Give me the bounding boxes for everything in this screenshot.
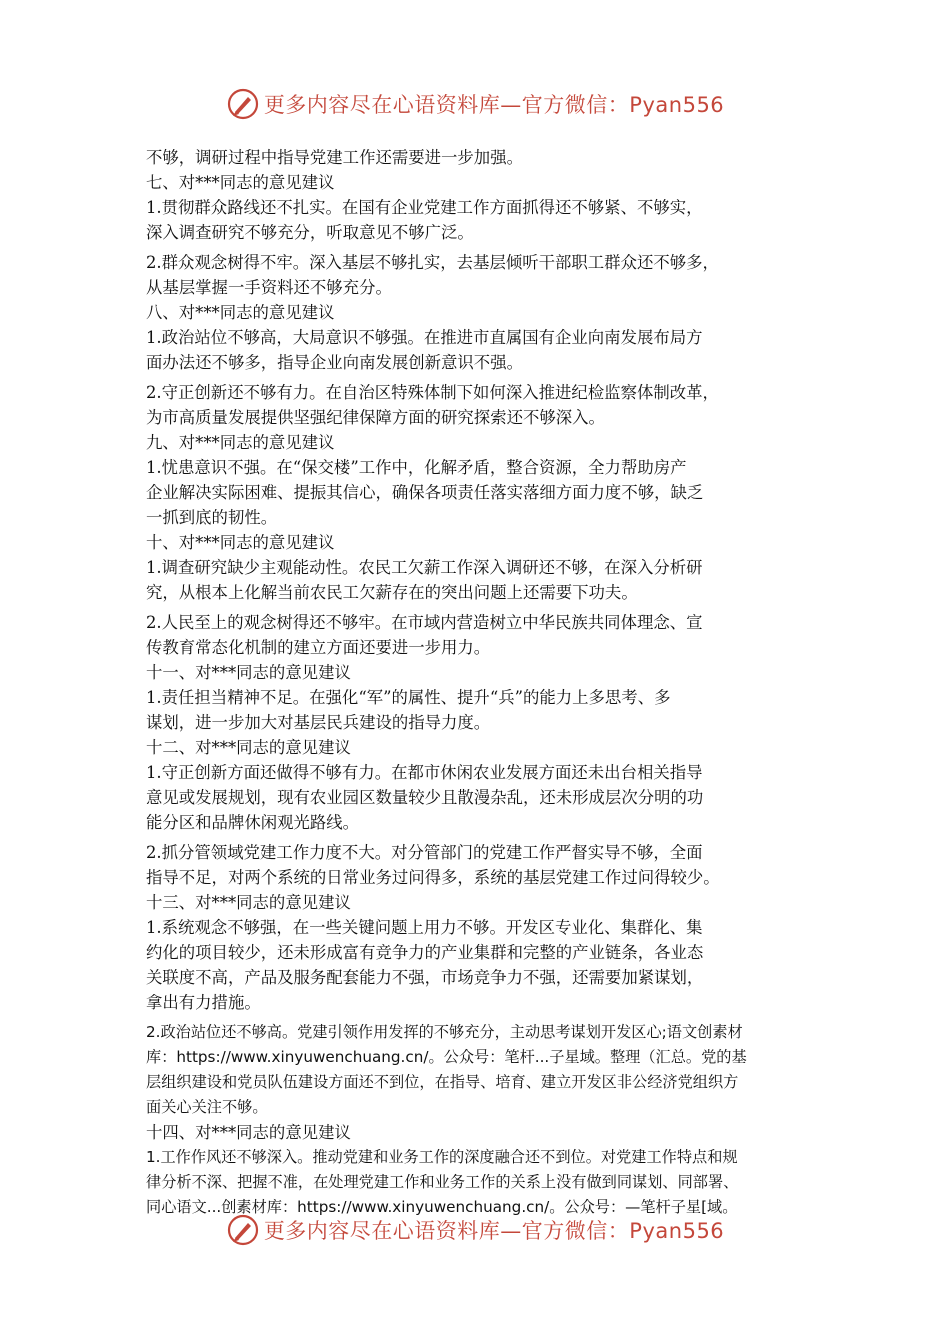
text-line: 1.忧患意识不强。在“保交楼”工作中，化解矛盾，整合资源，全力帮助房产 xyxy=(146,458,687,477)
text-line: 2.抓分管领域党建工作力度不大。对分管部门的党建工作严督实导不够，全面 xyxy=(146,843,703,862)
text-line: 深入调查研究不够充分，听取意见不够广泛。 xyxy=(146,223,474,242)
text-line: 指导不足，对两个系统的日常业务过问得多，系统的基层党建工作过问得较少。 xyxy=(146,868,720,887)
text-line: 拿出有力措施。 xyxy=(146,993,261,1012)
document-body xyxy=(146,145,814,1220)
text-line: 传教育常态化机制的建立方面还要进一步用力。 xyxy=(146,638,491,657)
text-line: 1.调查研究缺少主观能动性。农民工欠薪工作深入调研还不够，在深入分析研 xyxy=(146,558,703,577)
text-line: 约化的项目较少，还未形成富有竞争力的产业集群和完整的产业链条，各业态 xyxy=(146,943,704,962)
banner-text: 更多内容尽在心语资料库—官方微信：Pyan556 xyxy=(263,93,725,117)
text-line: 层组织建设和党员队伍建设方面还不到位，在指导、培育、建立开发区非公经济党组织方 xyxy=(146,1073,739,1091)
text-line: 关联度不高，产品及服务配套能力不强，市场竞争力不强，还需要加紧谋划， xyxy=(146,968,704,987)
text-line: 不够，调研过程中指导党建工作还需要进一步加强。 xyxy=(146,148,523,167)
text-line: 面办法还不够多，指导企业向南发展创新意识不强。 xyxy=(146,353,523,372)
text-line: 意见或发展规划，现有农业园区数量较少且散漫杂乱，还未形成层次分明的功 xyxy=(146,788,704,807)
text-line: 2.群众观念树得不牢。深入基层不够扎实，去基层倾听干部职工群众还不够多， xyxy=(146,253,719,272)
section-heading: 十四、对***同志的意见建议 xyxy=(146,1123,351,1142)
section-heading: 九、对***同志的意见建议 xyxy=(146,433,335,452)
text-line: 1.守正创新方面还做得不够有力。在都市休闲农业发展方面还未出台相关指导 xyxy=(146,763,703,782)
text-line: 律分析不深、把握不准，在处理党建工作和业务工作的关系上没有做到同谋划、同部署、 xyxy=(146,1173,739,1191)
text-line: 库：https://www.xinyuwenchuang.cn/。公众号：笔杆...子星域。整理（汇总。党的基 xyxy=(146,1048,747,1066)
text-line: 1.系统观念不够强，在一些关键问题上用力不够。开发区专业化、集群化、集 xyxy=(146,918,703,937)
text-line: 1.政治站位不够高，大局意识不够强。在推进市直属国有企业向南发展布局方 xyxy=(146,328,703,347)
pen-logo-icon xyxy=(226,87,260,121)
text-line: 1.贯彻群众路线还不扎实。在国有企业党建工作方面抓得还不够紧、不够实， xyxy=(146,198,703,217)
pen-logo-icon xyxy=(226,1213,260,1247)
text-line: 2.守正创新还不够有力。在自治区特殊体制下如何深入推进纪检监察体制改革， xyxy=(146,383,719,402)
section-heading: 八、对***同志的意见建议 xyxy=(146,303,335,322)
text-line: 企业解决实际困难、提振其信心，确保各项责任落实落细方面力度不够，缺乏 xyxy=(146,483,704,502)
section-heading: 十三、对***同志的意见建议 xyxy=(146,893,351,912)
section-heading: 十二、对***同志的意见建议 xyxy=(146,738,351,757)
text-line: 一抓到底的韧性。 xyxy=(146,508,278,527)
text-line: 为市高质量发展提供坚强纪律保障方面的研究探索还不够深入。 xyxy=(146,408,605,427)
text-line: 同心语文...创素材库：https://www.xinyuwenchuang.cn/。公众号：—笔杆子星[域。 xyxy=(146,1198,738,1216)
text-line: 面关心关注不够。 xyxy=(146,1098,268,1116)
text-line: 究，从根本上化解当前农民工欠薪存在的突出问题上还需要下功夫。 xyxy=(146,583,638,602)
header-banner xyxy=(0,82,950,126)
text-line: 2.政治站位还不够高。党建引领作用发挥的不够充分，主动思考谋划开发区心;语文创素材 xyxy=(146,1023,743,1041)
section-heading: 十一、对***同志的意见建议 xyxy=(146,663,351,682)
text-line: 能分区和品牌休闲观光路线。 xyxy=(146,813,360,832)
text-line: 2.人民至上的观念树得还不够牢。在市域内营造树立中华民族共同体理念、宣 xyxy=(146,613,703,632)
section-heading: 七、对***同志的意见建议 xyxy=(146,173,335,192)
text-line: 1.责任担当精神不足。在强化“军”的属性、提升“兵”的能力上多思考、多 xyxy=(146,688,671,707)
text-line: 1.工作作风还不够深入。推动党建和业务工作的深度融合还不到位。对党建工作特点和规 xyxy=(146,1148,738,1166)
section-heading: 十、对***同志的意见建议 xyxy=(146,533,335,552)
text-line: 谋划，进一步加大对基层民兵建设的指导力度。 xyxy=(146,713,491,732)
footer-banner xyxy=(0,1208,950,1252)
text-line: 从基层掌握一手资料还不够充分。 xyxy=(146,278,392,297)
banner-text: 更多内容尽在心语资料库—官方微信：Pyan556 xyxy=(263,1219,725,1243)
